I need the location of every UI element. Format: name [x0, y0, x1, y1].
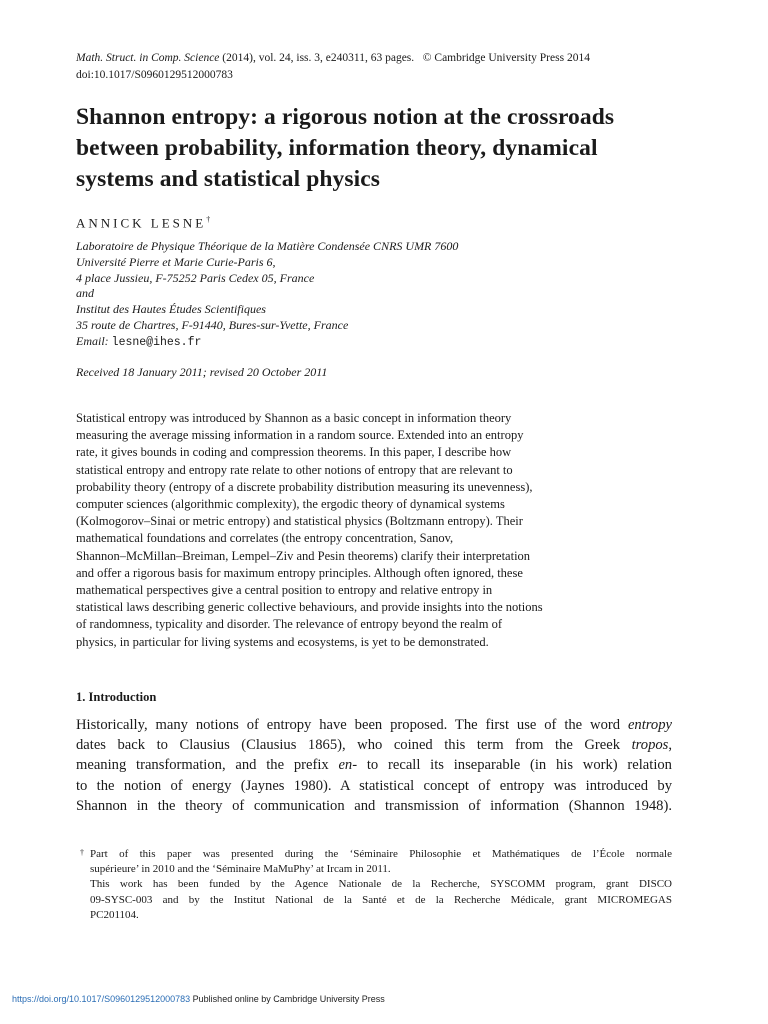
- paragraph-line: Historically, many notions of entropy have been proposed. The first use of the word entropy: [76, 717, 672, 733]
- affiliation-line: Université Pierre et Marie Curie-Paris 6,: [76, 254, 276, 269]
- abstract-line: and offer a rigorous basis for maximum entropy principles. Although often ignored, these: [76, 565, 523, 580]
- abstract-line: (Kolmogorov–Sinai or metric entropy) and statistical physics (Boltzmann entropy). Their: [76, 514, 523, 529]
- affiliation-line: Laboratoire de Physique Théorique de la Matière Condensée CNRS UMR 7600: [76, 239, 459, 253]
- affiliation-block: [76, 239, 458, 351]
- abstract-line: measuring the average missing information in a random source. Extended into an entropy: [76, 428, 524, 443]
- footnote-line: Part of this paper was presented during the ‘Séminaire Philosophie et Mathématiques de l’École normale: [90, 848, 672, 860]
- abstract-line: Statistical entropy was introduced by Shannon as a basic concept in information theory: [76, 411, 512, 425]
- page-footer: [12, 993, 385, 1005]
- article-doi: doi:10.1017/S0960129512000783: [76, 69, 233, 81]
- affiliation-line: and: [76, 286, 94, 301]
- paper-title: [76, 102, 686, 195]
- affiliation-line: 4 place Jussieu, F-75252 Paris Cedex 05, France: [76, 270, 315, 285]
- abstract: [76, 410, 656, 651]
- abstract-line: physics, in particular for living systems and ecosystems, is yet to be demonstrated.: [76, 634, 489, 649]
- received-dates: Received 18 January 2011; revised 20 October 2011: [76, 365, 328, 379]
- abstract-line: of randomness, typicality and disorder. The relevance of entropy beyond the realm of: [76, 617, 503, 632]
- paragraph-line: meaning transformation, and the prefix en- to recall its inseparable (in his work) relation: [76, 757, 672, 774]
- journal-citation: [76, 50, 590, 66]
- author-name: [76, 211, 210, 232]
- title-line: between probability, information theory, dynamical: [76, 135, 598, 161]
- footnote-line: This work has been funded by the Agence Nationale de la Recherche, SYSCOMM program, grant DISCO: [90, 878, 672, 891]
- abstract-line: mathematical perspectives give a central position to entropy and relative entropy in: [76, 583, 493, 598]
- abstract-line: rate, it gives bounds in coding and compression theorems. In this paper, I describe how: [76, 445, 512, 460]
- title-line: Shannon entropy: a rigorous notion at the crossroads: [76, 104, 615, 130]
- published-online-text: Published online by Cambridge University Press: [192, 994, 385, 1004]
- footnote-line: supérieure’ in 2010 and the ‘Séminaire MaMuPhy’ at Ircam in 2011.: [90, 863, 391, 876]
- journal-details: (2014), vol. 24, iss. 3, e240311, 63 pages.: [222, 52, 415, 64]
- paragraph-line: Shannon in the theory of communication and transmission of information (Shannon 1948).: [76, 797, 672, 814]
- abstract-line: statistical entropy and entropy rate relate to other notions of entropy that are relevant to: [76, 462, 513, 477]
- abstract-line: probability theory (entropy of a discrete probability distribution measuring its unevenness),: [76, 479, 533, 494]
- email-address: lesne@ihes.fr: [111, 335, 202, 349]
- copyright-notice: © Cambridge University Press 2014: [422, 52, 590, 64]
- footnote-mark: †: [80, 848, 84, 857]
- abstract-line: mathematical foundations and correlates (the entropy concentration, Sanov,: [76, 531, 454, 546]
- journal-name: Math. Struct. in Comp. Science: [76, 52, 220, 64]
- affiliation-line: Institut des Hautes Études Scientifiques: [76, 302, 266, 317]
- footnote-line: PC201104.: [90, 908, 139, 921]
- footnote: [76, 847, 672, 923]
- paragraph-line: to the notion of energy (Jaynes 1980). A statistical concept of entropy was introduced by: [76, 777, 672, 794]
- email-line: [76, 334, 458, 351]
- affiliation-line: 35 route de Chartres, F-91440, Bures-sur-Yvette, France: [76, 317, 349, 332]
- doi-link[interactable]: https://doi.org/10.1017/S0960129512000783: [12, 994, 191, 1004]
- author-footnote-mark: †: [206, 215, 211, 224]
- footnote-line: 09-SYSC-003 and by the Institut National de la Santé et de la Recherche Médicale, grant MICROMEGAS: [90, 893, 672, 906]
- title-line: systems and statistical physics: [76, 166, 381, 192]
- introduction-paragraph: [76, 715, 672, 816]
- abstract-line: Shannon–McMillan–Breiman, Lempel–Ziv and Pesin theorems) clarify their interpretation: [76, 548, 531, 563]
- author-name-text: ANNICK LESNE: [76, 215, 207, 231]
- section-heading: 1. Introduction: [76, 690, 157, 704]
- paragraph-line: dates back to Clausius (Clausius 1865), who coined this term from the Greek tropos,: [76, 737, 672, 754]
- email-label: Email:: [76, 333, 109, 348]
- abstract-line: statistical laws describing generic collective behaviours, and provide insights into the notions: [76, 600, 543, 615]
- abstract-line: computer sciences (algorithmic complexity), the ergodic theory of dynamical systems: [76, 497, 505, 512]
